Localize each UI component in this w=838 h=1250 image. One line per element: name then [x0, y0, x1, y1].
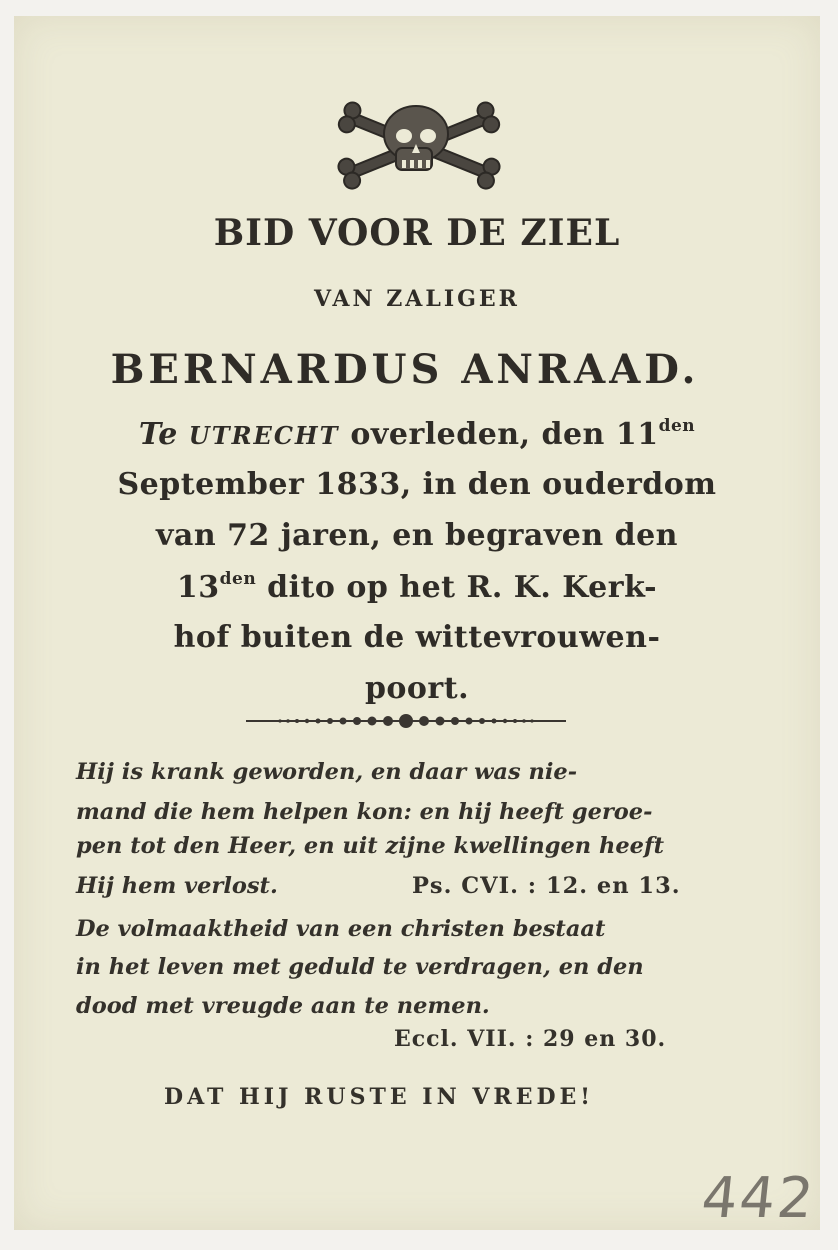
quote1-line-4: [76, 873, 756, 899]
quote2-line-1: De volmaaktheid van een christen bestaat: [76, 916, 606, 942]
handwritten-number: 442: [698, 1166, 819, 1231]
ornamental-divider: [246, 710, 566, 732]
body-line-1: [14, 416, 820, 452]
body-place: UTRECHT: [188, 421, 340, 450]
quote1-l4-text: Hij hem verlost.: [76, 873, 278, 899]
body-l4-num: 13: [176, 570, 220, 605]
body-te: Te: [138, 417, 189, 452]
skull-and-crossbones-icon: [334, 98, 504, 190]
body-line-6: poort.: [364, 671, 470, 706]
body-l1-rest: overleden, den 11: [339, 417, 659, 452]
body-line-5: hof buiten de wittevrouwen-: [173, 620, 661, 655]
quote1-line-1: Hij is krank geworden, en daar was nie-: [76, 759, 578, 785]
quote2-line-2: in het leven met geduld te verdragen, en den: [76, 954, 644, 980]
body-line-3: van 72 jaren, en begraven den: [156, 518, 678, 553]
card-title: BID VOOR DE ZIEL: [213, 212, 621, 254]
card-subtitle: VAN ZALIGER: [314, 286, 520, 312]
body-l4-rest: dito op het R. K. Kerk-: [256, 570, 658, 605]
closing-prayer: DAT HIJ RUSTE IN VREDE!: [164, 1084, 594, 1110]
body-line-2: September 1833, in den ouderdom: [117, 467, 717, 502]
quote1-line-2: mand die hem helpen kon: en hij heeft geroe-: [76, 799, 653, 825]
body-line-4: [14, 569, 820, 605]
quote1-reference: Ps. CVI. : 12. en 13.: [412, 873, 681, 899]
quote2-reference: Eccl. VII. : 29 en 30.: [394, 1026, 667, 1052]
quote2-line-3: dood met vreugde aan te nemen.: [76, 993, 490, 1019]
body-l1-sup: den: [658, 416, 696, 436]
quote1-line-3: pen tot den Heer, en uit zijne kwellingen heeft: [76, 833, 665, 859]
body-l4-sup: den: [219, 569, 257, 589]
memorial-card: [14, 16, 820, 1230]
deceased-name: BERNARDUS ANRAAD.: [110, 346, 700, 393]
